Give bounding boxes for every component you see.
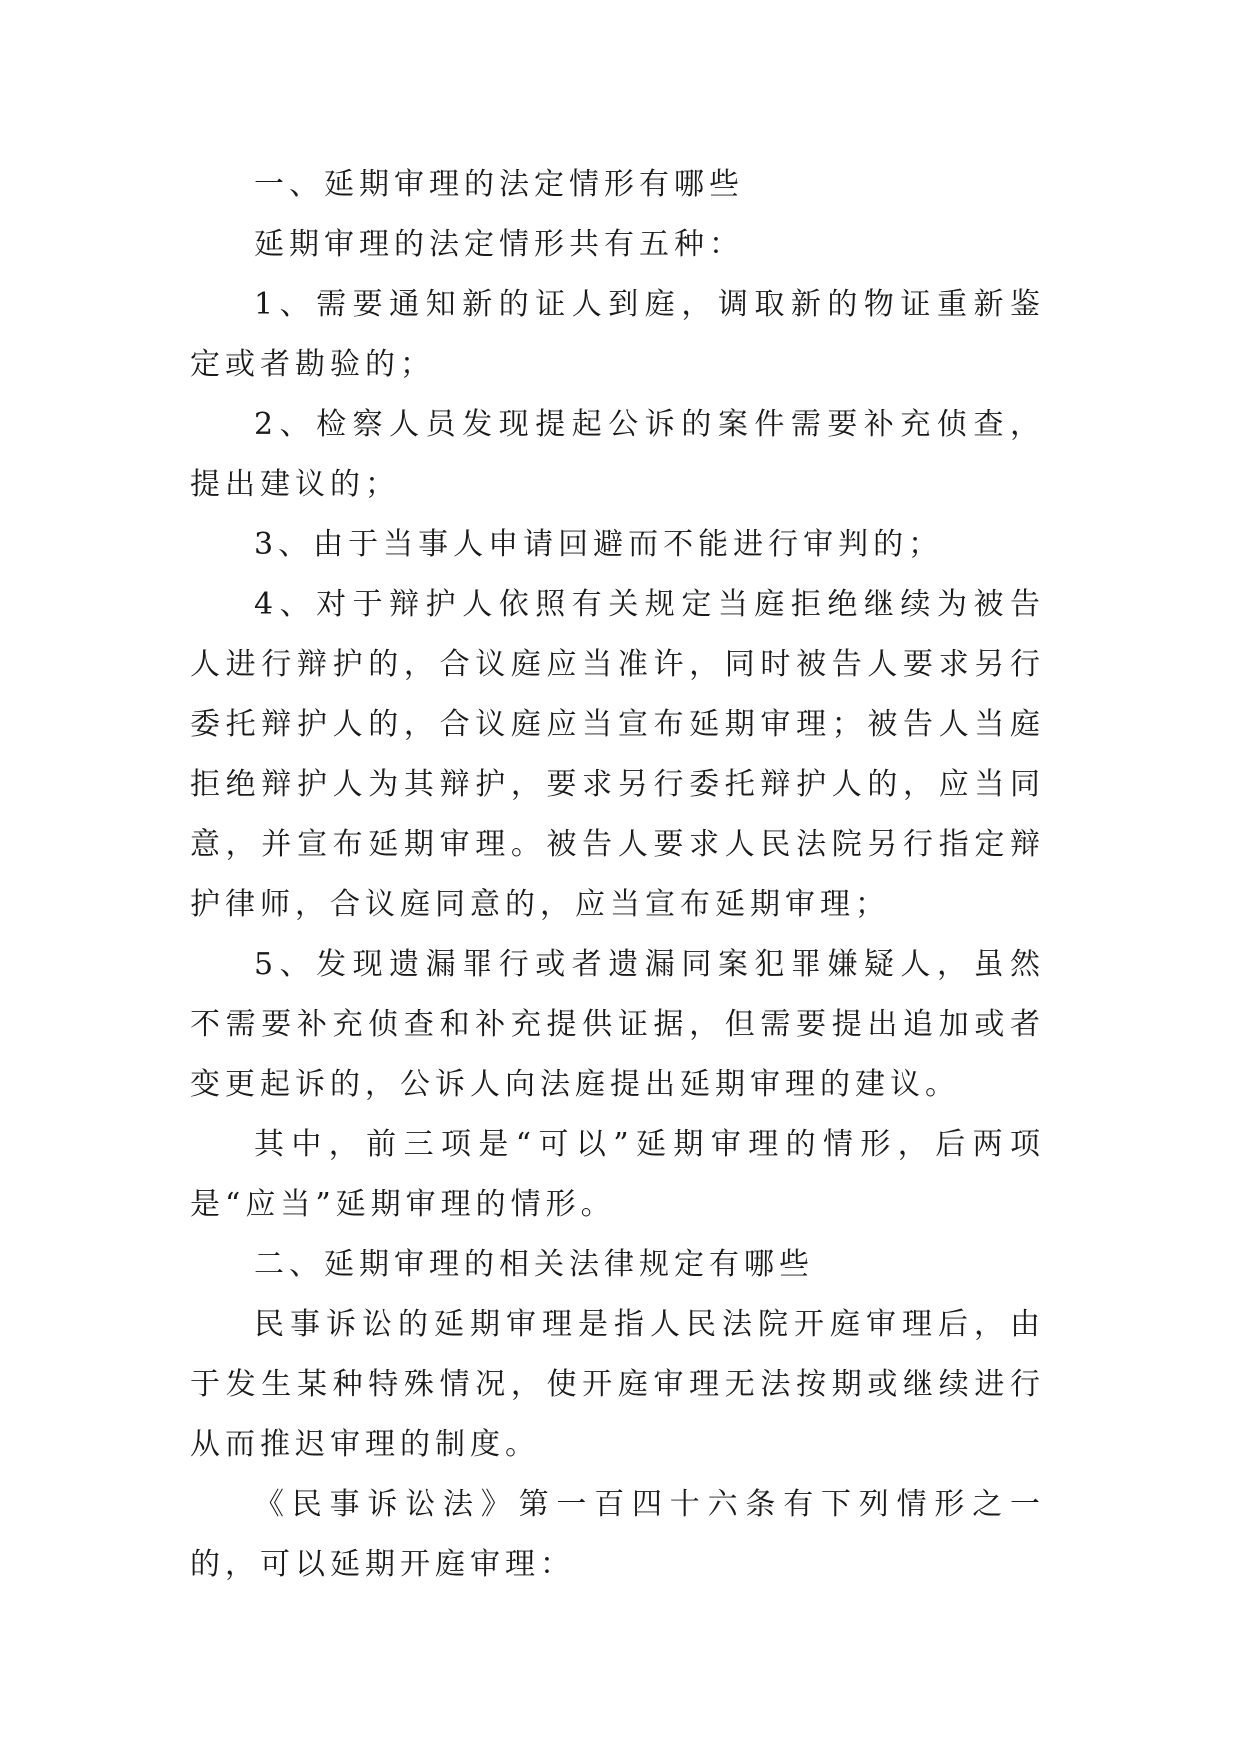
list-item-3: 3、由于当事人申请回避而不能进行审判的；: [254, 527, 944, 562]
list-item-4: 4、对于辩护人依照有关规定当庭拒绝继续为被告人进行辩护的，合议庭应当准许，同时被告人要求另行委托辩护人的，合议庭应当宣布延期审理；被告人当庭拒绝辩护人为其辩护，要求另行委托辩护人的，应当同意，并宣布延期审理。被告人要求人民法院另行指定辩护律师，合议庭同意的，应当宣布延期审理；: [190, 587, 1045, 922]
paragraph: 民事诉讼的延期审理是指人民法院开庭审理后，由于发生某种特殊情况，使开庭审理无法按期或继续进行从而推迟审理的制度。: [190, 1307, 1045, 1462]
document-body: [190, 155, 1045, 1595]
list-item-2: 2、检察人员发现提起公诉的案件需要补充侦查，提出建议的；: [190, 407, 1045, 502]
list-item-5: 5、发现遗漏罪行或者遗漏同案犯罪嫌疑人，虽然不需要补充侦查和补充提供证据，但需要提出追加或者变更起诉的，公诉人向法庭提出延期审理的建议。: [190, 947, 1045, 1102]
section-heading-1: 一、延期审理的法定情形有哪些: [254, 167, 744, 202]
paragraph: 其中，前三项是“可以”延期审理的情形，后两项是“应当”延期审理的情形。: [190, 1127, 1045, 1222]
paragraph: 《民事诉讼法》第一百四十六条有下列情形之一的，可以延期开庭审理：: [190, 1487, 1045, 1582]
paragraph: 延期审理的法定情形共有五种：: [254, 227, 744, 262]
list-item-1: 1、需要通知新的证人到庭，调取新的物证重新鉴定或者勘验的；: [190, 287, 1045, 382]
section-heading-2: 二、延期审理的相关法律规定有哪些: [254, 1247, 814, 1282]
